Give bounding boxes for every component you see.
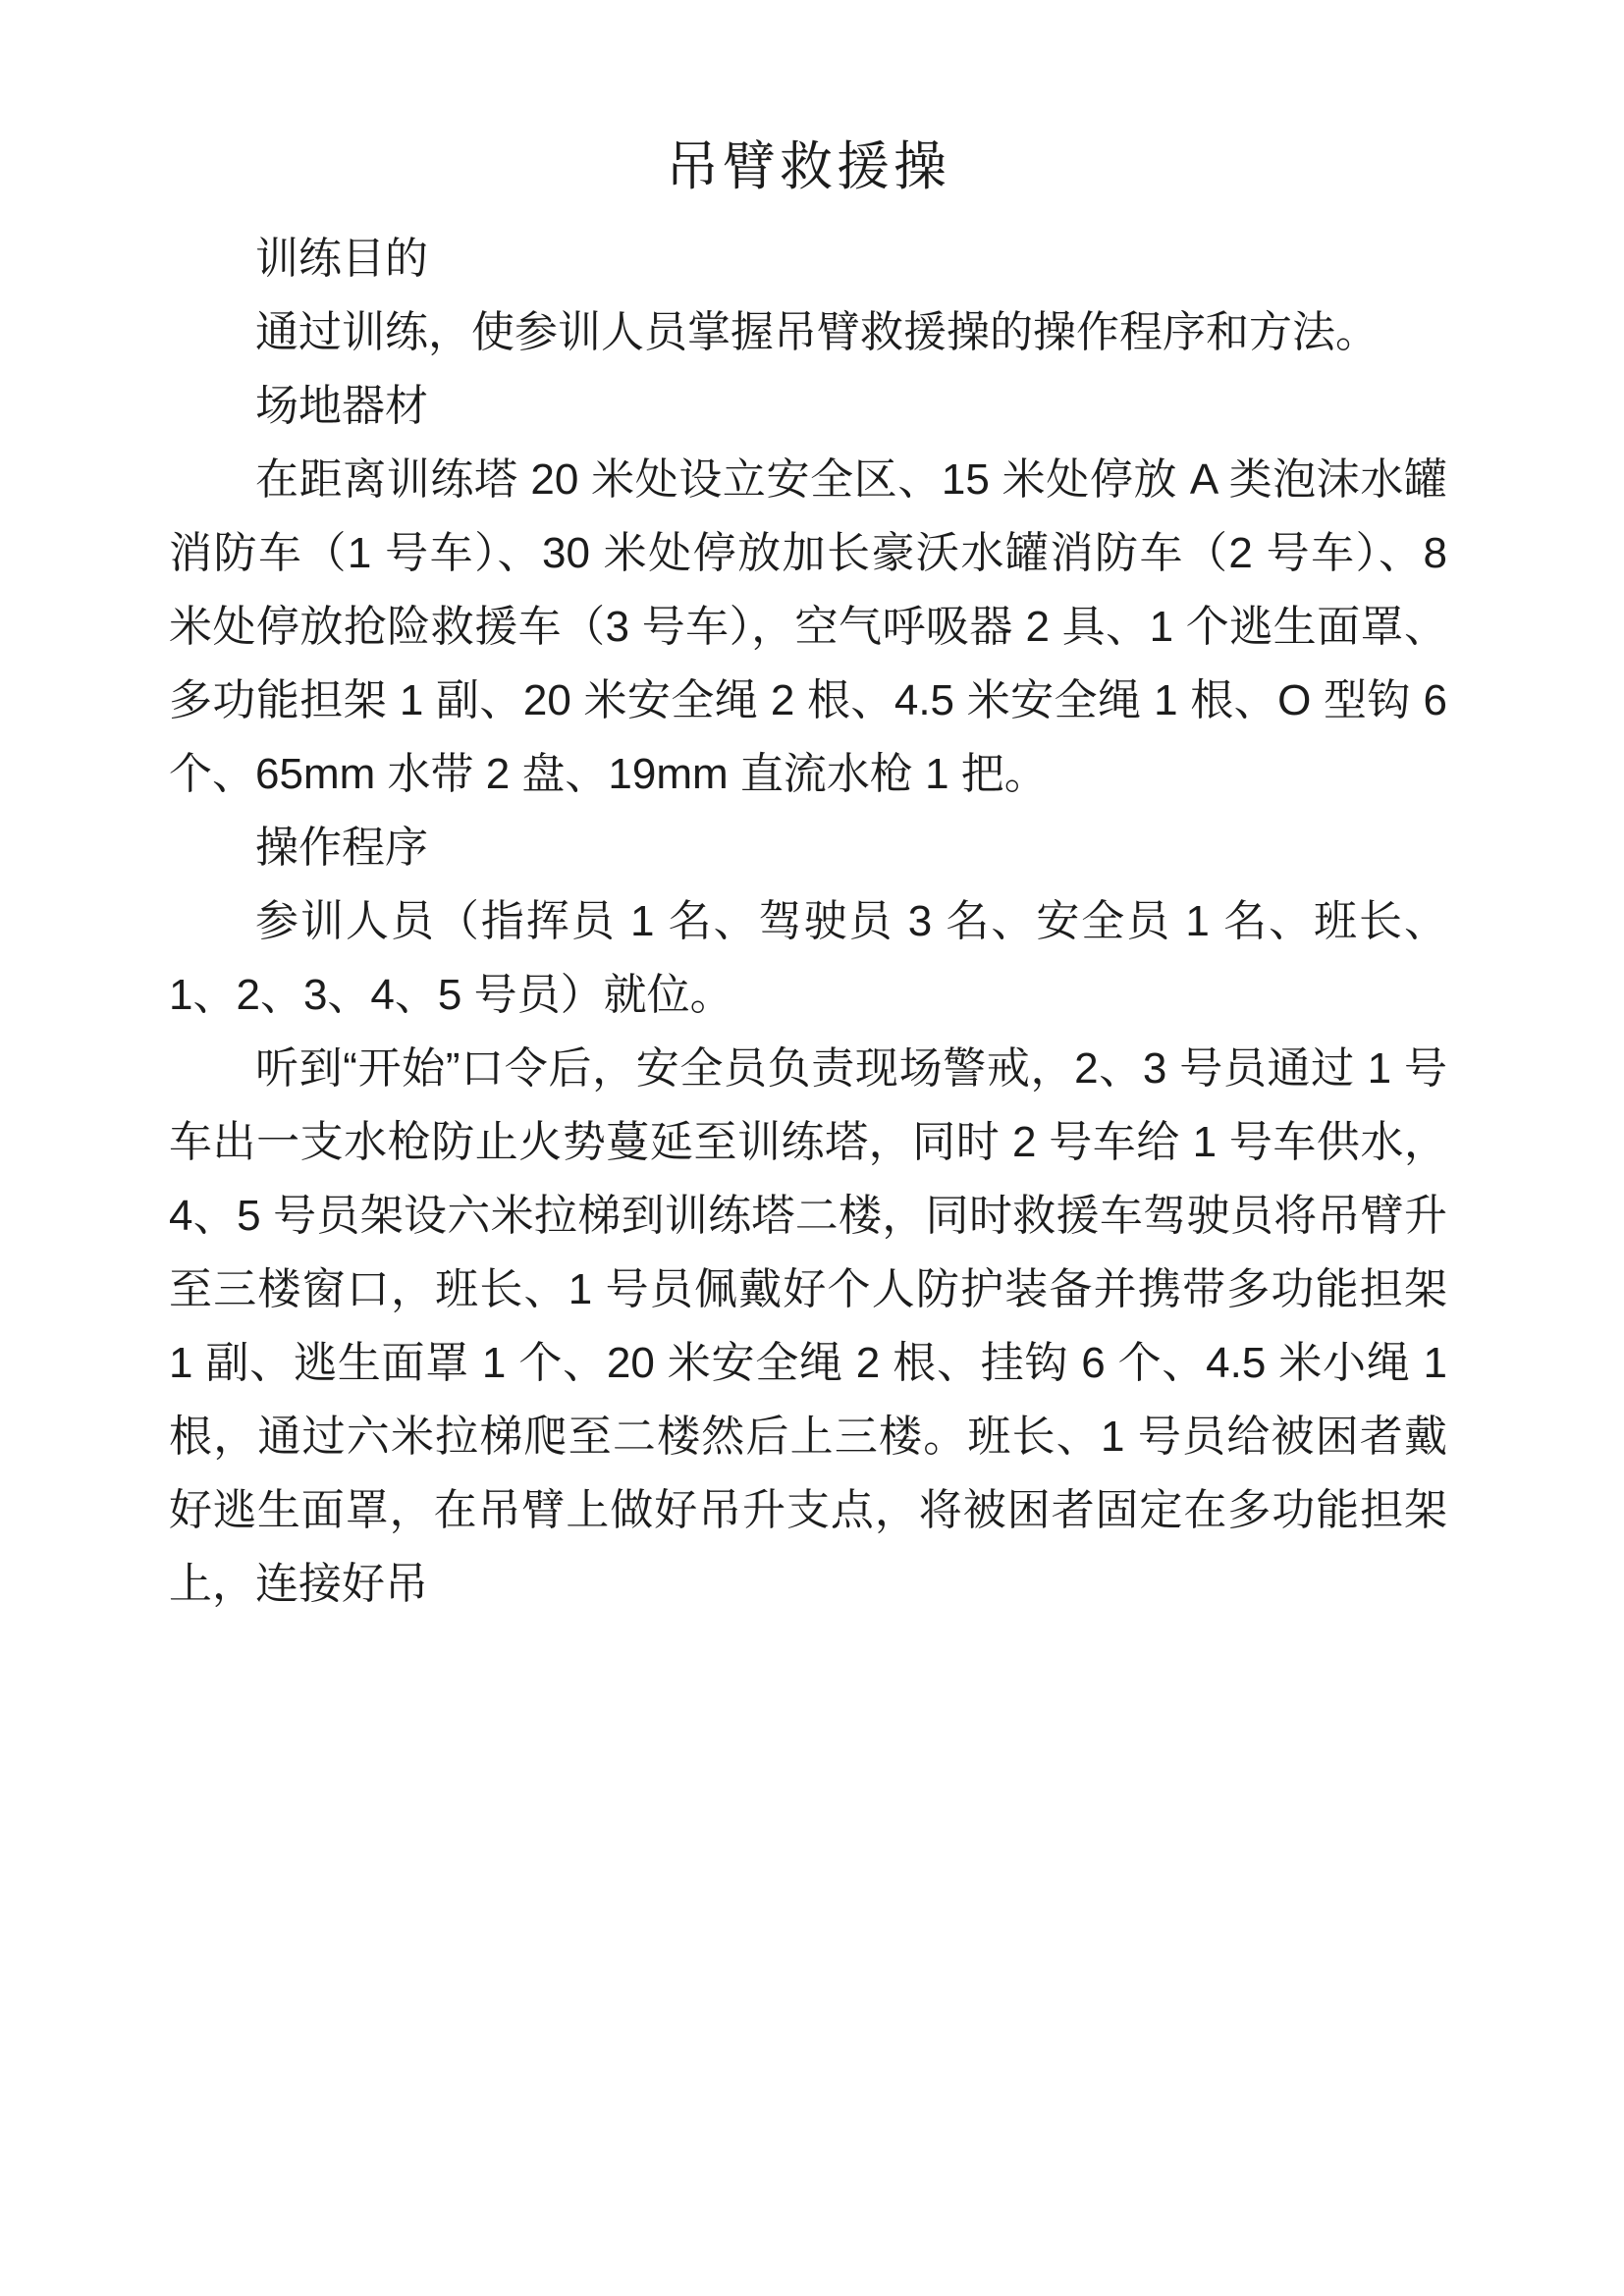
paragraph-heading-training-purpose: 训练目的 (255, 235, 428, 283)
paragraph-personnel: 参训人员（指挥员 1 名、驾驶员 3 名、安全员 1 名、班长、1、2、3、4、5 号员）就位。 (169, 897, 1447, 1019)
paragraph-site-equipment: 在距离训练塔 20 米处设立安全区、15 米处停放 A 类泡沫水罐消防车（1 号车）、30 米处停放加长豪沃水罐消防车（2 号车）、8 米处停放抢险救援车（3 号车），空气呼吸器 2 具、1 个逃生面罩、多功能担架 1 副、20 米安全绳 2 根、4.5 米安全绳 1 根、O 型钩 6 个、65mm 水带 2 盘、19mm 直流水枪 1 把。 (169, 455, 1447, 798)
document-title: 吊臂救援操 (666, 137, 950, 196)
paragraph-training-purpose: 通过训练，使参训人员掌握吊臂救援操的操作程序和方法。 (255, 308, 1379, 356)
paragraph-procedure-detail: 听到“开始”口令后，安全员负责现场警戒，2、3 号员通过 1 号车出一支水枪防止火势蔓延至训练塔，同时 2 号车给 1 号车供水，4、5 号员架设六米拉梯到训练塔二楼，同时救援车驾驶员将吊臂升至三楼窗口，班长、1 号员佩戴好个人防护装备并携带多功能担架 1 副、逃生面罩 1 个、20 米安全绳 2 根、挂钩 6 个、4.5 米小绳 1 根，通过六米拉梯爬至二楼然后上三楼。班长、1 号员给被困者戴好逃生面罩，在吊臂上做好吊升支点，将被困者固定在多功能担架上，连接好吊 (169, 1044, 1447, 1608)
paragraph-heading-operation-procedure: 操作程序 (255, 824, 428, 872)
paragraph-heading-site-equipment: 场地器材 (255, 382, 428, 430)
